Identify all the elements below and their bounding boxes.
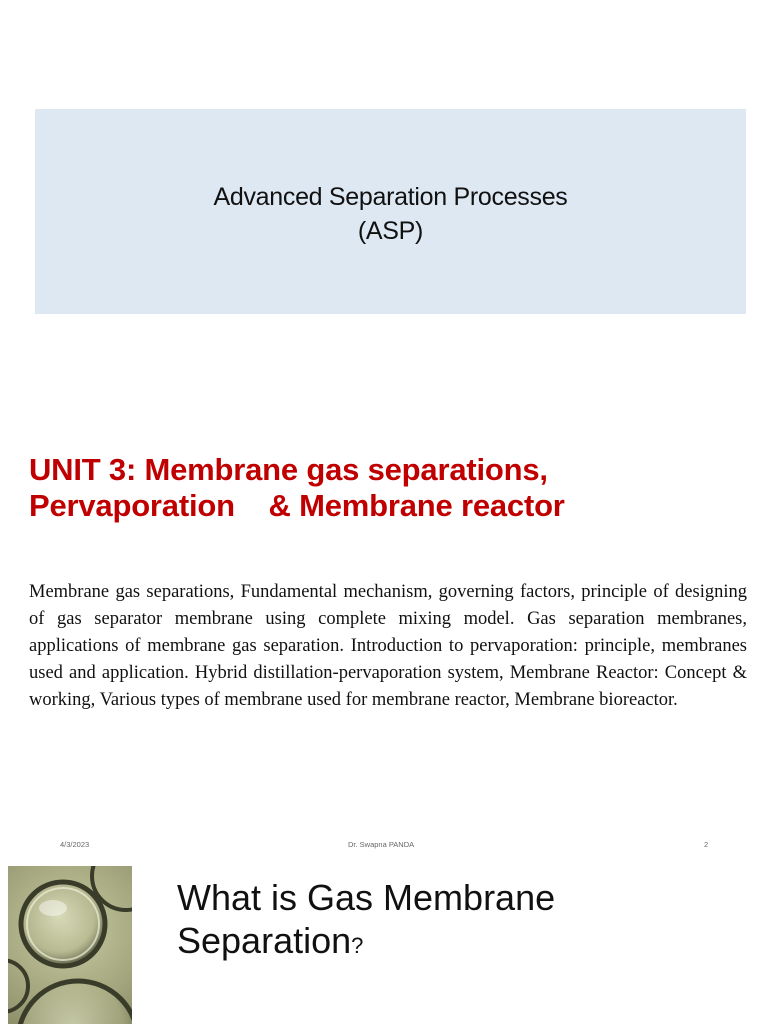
next-slide-title [177,876,737,967]
next-slide-title-line-1: What is Gas Membrane [177,877,556,918]
question-mark: ? [351,933,364,958]
unit-heading [29,452,749,524]
unit-heading-line-2: Pervaporation & Membrane reactor [29,488,565,523]
bubble-image [8,866,132,1024]
unit-heading-line-1: UNIT 3: Membrane gas separations, [29,452,548,487]
slide-subtitle-abbreviation: (ASP) [357,217,424,245]
slide-title: Advanced Separation Processes [213,183,568,211]
title-box [35,109,746,314]
footer-date: 4/3/2023 [60,840,90,849]
footer-page-number: 2 [704,840,709,849]
footer-author: Dr. Swapna PANDA [348,840,415,849]
syllabus-paragraph: Membrane gas separations, Fundamental mechanism, governing factors, principle of designing of gas separator membrane using complete mixing model. Gas separation membranes, applications of membrane gas separation. Introduction to pervaporation: principle, membranes used and application. Hybrid distillation-pervaporation system, Membrane Reactor: Concept & working, Various types of membrane used for membrane reactor, Membrane bioreactor. [29,582,747,710]
next-slide-title-line-2: Separation [177,920,352,961]
